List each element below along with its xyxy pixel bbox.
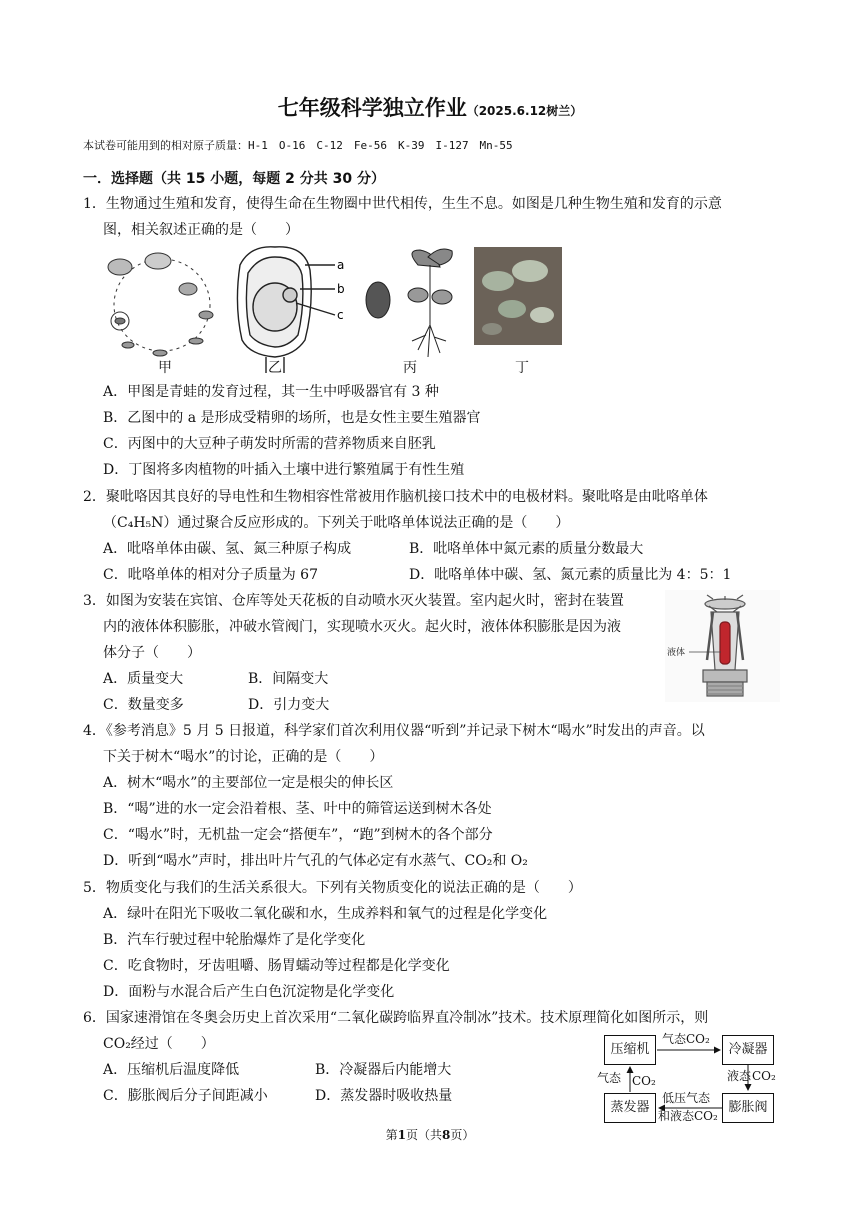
q4-stem-line2: 下关于树木“喝水”的讨论，正确的是（ ） [103,749,384,765]
footer-suffix: 页） [450,1128,475,1142]
q4-stem-line1: 4．《参考消息》5 月 5 日报道，科学家们首次利用仪器“听到”并记录下树木“喝水”时发出的声音。以 [83,723,705,739]
q1-option-b: B．乙图中的 a 是形成受精卵的场所，也是女性主要生殖器官 [103,410,481,426]
mark-c: c [337,308,344,322]
q6-stem-line1: 6．国家速滑馆在冬奥会历史上首次采用“二氧化碳跨临界直冷制冰”技术。技术原理简化如图所示，则 [83,1010,709,1026]
label-gas-co2: 气态CO₂ [662,1032,710,1046]
fig-label-ding: 丁 [515,360,529,376]
title-note: （2025.6.12树兰） [466,104,583,118]
frog-cycle-figure [108,253,213,356]
label-gas-left: 气态 [597,1071,622,1085]
uterus-figure [237,247,335,373]
sprinkler-liquid-label: 液体 [667,648,686,658]
q1-option-d: D．丁图将多肉植物的叶插入土壤中进行繁殖属于有性生殖 [103,462,465,478]
q3-option-a: A．质量变大 [103,671,184,687]
fig-label-jia: 甲 [158,360,172,376]
q3-option-b: B．间隔变大 [248,671,329,687]
q4-option-d: D．听到“喝水”声时，排出叶片气孔的气体必定有水蒸气、CO₂和 O₂ [103,853,528,869]
q3-stem-line1: 3．如图为安装在宾馆、仓库等处天花板的自动喷水灭火装置。室内起火时，密封在装置 [83,593,624,609]
label-co2-left: CO₂ [632,1074,656,1088]
q1-stem-line1: 1．生物通过生殖和发育，使得生命在生物圈中世代相传，生生不息。如图是几种生物生殖和发育的示意 [83,196,722,212]
q5-option-c: C．吃食物时，牙齿咀嚼、肠胃蠕动等过程都是化学变化 [103,958,450,974]
q5-option-a: A．绿叶在阳光下吸收二氧化碳和水，生成养料和氧气的过程是化学变化 [103,906,548,922]
q5-option-b: B．汽车行驶过程中轮胎爆炸了是化学变化 [103,932,366,948]
q2-stem-line2: （C₄H₅N）通过聚合反应形成的。下列关于吡咯单体说法正确的是（ ） [103,515,570,531]
footer-total: 8 [442,1128,451,1142]
q6-option-c: C．膨胀阀后分子间距减小 [103,1088,268,1104]
q2-option-b: B．吡咯单体中氮元素的质量分数最大 [409,541,644,557]
q1-option-a: A．甲图是青蛙的发育过程，其一生中呼吸器官有 3 种 [103,384,439,400]
section-heading: 一．选择题（共 15 小题，每题 2 分共 30 分） [83,171,385,187]
q2-option-a: A．吡咯单体由碳、氢、氮三种原子构成 [103,541,352,557]
q6-option-b: B．冷凝器后内能增大 [315,1062,452,1078]
label-and-liquid-co2: 和液态CO₂ [658,1109,718,1123]
q5-option-d: D．面粉与水混合后产生白色沉淀物是化学变化 [103,984,395,1000]
footer-mid: 页（共 [405,1128,442,1142]
compressor-box: 压缩机 [604,1035,656,1065]
q6-option-a: A．压缩机后温度降低 [103,1062,240,1078]
q2-stem-line1: 2．聚吡咯因其良好的导电性和生物相容性常被用作脑机接口技术中的电极材料。聚吡咯是由吡咯单体 [83,489,708,505]
q4-option-b: B．“喝”进的水一定会沿着根、茎、叶中的筛管运送到树木各处 [103,801,492,817]
condenser-box: 冷凝器 [722,1035,774,1065]
fig-label-bing: 丙 [403,360,417,376]
label-liquid: 液态 [727,1069,752,1083]
q1-figures [100,245,570,375]
page-footer [0,1126,860,1143]
mark-a: a [337,258,345,272]
label-co2-right: CO₂ [752,1069,776,1083]
fig-label-yi: 乙 [268,360,282,376]
q3-option-d: D．引力变大 [248,697,330,713]
page-title [0,92,860,122]
evaporator-box: 蒸发器 [604,1093,656,1123]
q3-option-c: C．数量变多 [103,697,184,713]
q6-option-d: D．蒸发器时吸收热量 [315,1088,453,1104]
q6-stem-line2: CO₂经过（ ） [103,1036,215,1052]
mark-b: b [337,282,345,296]
q5-stem: 5．物质变化与我们的生活关系很大。下列有关物质变化的说法正确的是（ ） [83,880,582,896]
q1-stem-line2: 图，相关叙述正确的是（ ） [103,222,299,238]
footer-prefix: 第 [385,1128,398,1142]
footer-page: 1 [397,1128,406,1142]
seed-germination-figure [366,249,452,357]
q3-stem-line2: 内的液体体积膨胀，冲破水管阀门，实现喷水灭火。起火时，液体体积膨胀是因为液 [103,619,621,635]
q4-option-c: C．“喝水”时，无机盐一定会“搭便车”，“跑”到树木的各个部分 [103,827,493,843]
succulent-photo [474,247,562,345]
q4-option-a: A．树木“喝水”的主要部位一定是根尖的伸长区 [103,775,394,791]
atomic-masses: 本试卷可能用到的相对原子质量：H-1 O-16 C-12 Fe-56 K-39 I-127 Mn-55 [83,139,513,152]
expansion-valve-box: 膨胀阀 [722,1093,774,1123]
title-text: 七年级科学独立作业 [277,96,467,120]
q1-option-c: C．丙图中的大豆种子萌发时所需的营养物质来自胚乳 [103,436,436,452]
label-low-pressure-gas: 低压气态 [662,1091,711,1105]
q2-option-c: C．吡咯单体的相对分子质量为 67 [103,567,318,583]
sprinkler-figure [665,590,780,702]
q2-option-d: D．吡咯单体中碳、氢、氮元素的质量比为 4：5：1 [409,567,732,583]
q3-stem-line3: 体分子（ ） [103,645,201,661]
